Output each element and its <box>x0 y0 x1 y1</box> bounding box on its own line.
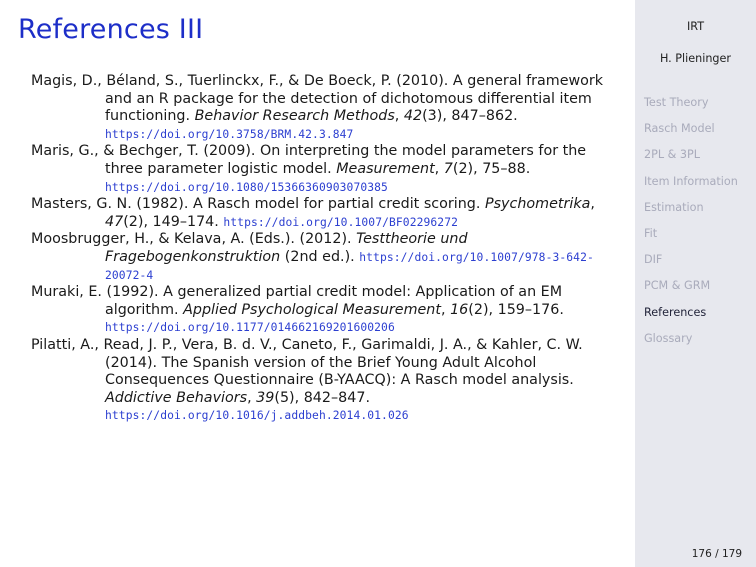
doi-link[interactable]: https://doi.org/10.1080/15366360903070385 <box>105 180 388 194</box>
sidebar-item-fit[interactable]: Fit <box>644 227 658 241</box>
reference-venue: Applied Psychological Measurement <box>183 301 441 318</box>
reference-entry <box>31 231 621 284</box>
reference-text: Maris, G., & Bechger, T. (2009). On interpreting the model parameters for the three parameter logistic model. <box>31 143 587 177</box>
reference-entry <box>31 143 621 196</box>
reference-volume: 16 <box>450 301 469 318</box>
reference-entry <box>31 284 621 337</box>
reference-separator: , <box>440 301 451 318</box>
reference-entry <box>31 196 621 231</box>
reference-text: Moosbrugger, H., & Kelava, A. (Eds.). (2012). <box>31 231 357 248</box>
sidebar-item-test-theory[interactable]: Test Theory <box>644 96 709 109</box>
reference-venue: Addictive Behaviors <box>105 389 248 406</box>
reference-pages: (2), 75–88. <box>452 160 531 177</box>
sidebar-item-references[interactable]: References <box>644 305 707 319</box>
reference-separator: , <box>247 389 257 406</box>
doi-link[interactable]: https://doi.org/10.1007/BF02296272 <box>223 215 459 229</box>
reference-separator: , <box>434 160 444 177</box>
doi-link[interactable]: https://doi.org/10.1016/j.addbeh.2014.01.026 <box>105 409 409 423</box>
reference-separator: , <box>394 108 404 125</box>
page-number: 176 / 179 <box>691 548 742 560</box>
reference-pages: (3), 847–862. <box>422 108 518 125</box>
sidebar-item-glossary[interactable]: Glossary <box>644 331 693 345</box>
reference-entry <box>31 337 621 425</box>
reference-entry <box>31 73 621 143</box>
sidebar-item-rasch-model[interactable]: Rasch Model <box>644 122 715 136</box>
reference-pages: (2), 159–176. <box>468 301 564 318</box>
sidebar-item-estimation[interactable]: Estimation <box>644 200 704 214</box>
sidebar <box>635 0 756 567</box>
reference-text: Muraki, E. (1992). A generalized partial credit model: Application of an EM algorithm. <box>31 284 563 318</box>
reference-pages: (5), 842–847. <box>274 389 370 406</box>
sidebar-nav <box>644 90 738 352</box>
reference-text: Masters, G. N. (1982). A Rasch model for partial credit scoring. <box>31 196 485 213</box>
reference-pages: (2), 149–174. <box>123 213 224 230</box>
doi-link[interactable]: https://doi.org/10.1177/014662169201600206 <box>105 321 395 335</box>
reference-volume: 42 <box>403 108 423 125</box>
reference-text: Magis, D., Béland, S., Tuerlinckx, F., & De Boeck, P. (2010). A general framework and an R package for the detection of dichotomous differential item functioning. <box>31 73 604 125</box>
sidebar-item-dif[interactable]: DIF <box>644 253 663 267</box>
reference-volume: 47 <box>105 213 124 230</box>
reference-venue: Behavior Research Methods <box>194 108 395 125</box>
reference-text: Pilatti, A., Read, J. P., Vera, B. d. V., Caneto, F., Garimaldi, J. A., & Kahler, C. W. (2014). The Spanish version of the Brief Young Adult Alcohol Consequences Questionnaire (B-YAACQ): A Rasch model analysis. <box>31 336 583 389</box>
reference-pages: (2nd ed.). <box>280 248 360 265</box>
doi-link[interactable]: https://doi.org/10.1007/978-3-642-20072-4 <box>105 250 594 282</box>
reference-volume: 39 <box>256 389 275 406</box>
reference-separator: , <box>590 196 595 213</box>
doi-link[interactable]: https://doi.org/10.3758/BRM.42.3.847 <box>105 127 354 141</box>
sidebar-title: IRT <box>686 20 705 33</box>
reference-list <box>31 73 621 425</box>
sidebar-item-pcm-grm[interactable]: PCM & GRM <box>644 279 711 293</box>
sidebar-item-2pl-3pl[interactable]: 2PL & 3PL <box>644 148 701 162</box>
sidebar-author: H. Plieninger <box>659 52 732 65</box>
reference-venue: Psychometrika <box>484 196 591 213</box>
slide-title: References III <box>18 14 204 45</box>
reference-venue: Testtheorie und Fragebogenkonstruktion <box>105 231 468 265</box>
reference-venue: Measurement <box>336 160 435 177</box>
reference-volume: 7 <box>443 160 453 177</box>
sidebar-item-item-information[interactable]: Item Information <box>644 174 738 188</box>
